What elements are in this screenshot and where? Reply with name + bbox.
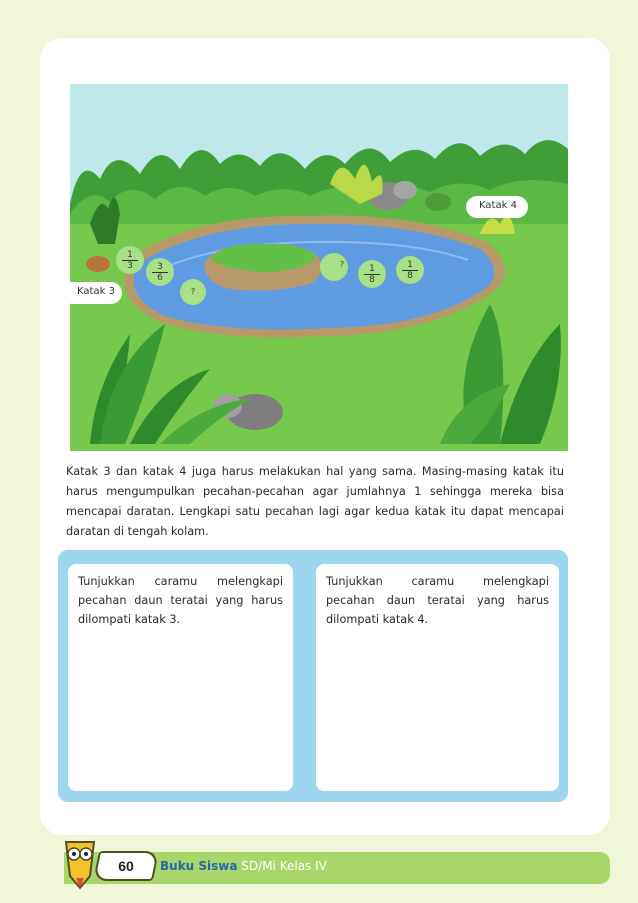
page-number: 60 xyxy=(118,858,134,874)
book-title-rest: SD/Mi Kelas IV xyxy=(237,859,327,873)
task-prompt-katak-4: Tunjukkan caramu melengkapi pecahan daun teratai yang harus dilompati katak 4. xyxy=(326,575,549,626)
answer-box-katak-3[interactable] xyxy=(68,564,293,791)
pond-scene xyxy=(70,84,568,451)
leaf-fraction-3: ? xyxy=(190,287,196,296)
leaf-fraction-1: 1 3 xyxy=(122,250,138,271)
story-paragraph: Katak 3 dan katak 4 juga harus melakukan hal yang sama. Masing-masing katak itu harus mengumpulkan pecahan-pecahan agar jumlahnya 1 sehingga mereka bisa mencapai daratan. Lengkapi satu pecahan lagi agar kedua katak itu dapat mencapai daratan di tengah kolam. xyxy=(66,465,564,538)
leaf-fraction-2: 3 6 xyxy=(152,262,168,283)
page-number-badge xyxy=(93,851,159,881)
answer-box-katak-4[interactable] xyxy=(316,564,559,791)
leaf-fraction-5: 1 8 xyxy=(364,264,380,285)
frog4-label: Katak 4 xyxy=(479,200,517,211)
book-title xyxy=(160,857,327,875)
task-prompt-katak-3: Tunjukkan caramu melengkapi pecahan daun teratai yang harus dilompati katak 3. xyxy=(78,575,283,626)
book-title-bold: Buku Siswa xyxy=(160,859,238,873)
leaf-fraction-6: 1 8 xyxy=(402,260,418,281)
frog3-label: Katak 3 xyxy=(77,286,115,297)
pond-illustration xyxy=(70,84,568,451)
leaf-fraction-4: ? xyxy=(339,260,345,269)
